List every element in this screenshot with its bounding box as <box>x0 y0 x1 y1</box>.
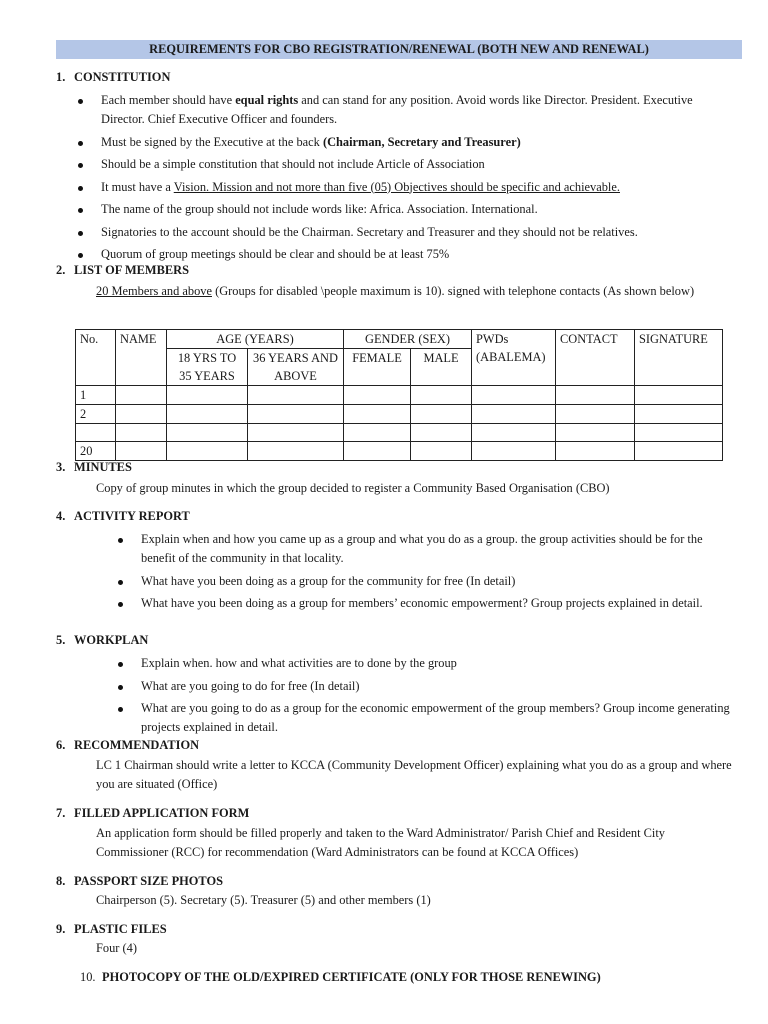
table-header-row <box>76 330 723 349</box>
list-item: What have you been doing as a group for the community for free (In detail) <box>116 572 738 591</box>
section-heading-members <box>56 261 189 280</box>
bullet-icon <box>78 231 83 236</box>
section-heading-activity-report <box>56 507 190 526</box>
table-row <box>76 405 723 424</box>
header-name: NAME <box>116 330 167 386</box>
members-table <box>75 329 723 461</box>
list-item: What are you going to do for free (In detail) <box>116 677 738 696</box>
application-form-text: An application form should be filled properly and taken to the Ward Administrator/ Parish Chief and Resident City Commissioner (RCC) for recommendation (Ward Administrators can be found at KCCA Offices) <box>96 826 665 859</box>
section-heading-workplan <box>56 631 148 650</box>
section-title: CONSTITUTION <box>74 70 171 84</box>
section-heading-plastic-files <box>56 920 167 939</box>
section-number: 2. <box>56 263 66 277</box>
bullet-icon <box>78 186 83 191</box>
list-item: Each member should have equal rights and can stand for any position. Avoid words like Director. President. Executive Director. Chief Executive Officer and founders. <box>76 91 738 129</box>
header-age-18-35: 18 YRS TO 35 YEARS <box>167 349 248 386</box>
header-female: FEMALE <box>344 349 411 386</box>
section-heading-recommendation <box>56 736 199 755</box>
section-title: PLASTIC FILES <box>74 922 167 936</box>
list-item: Should be a simple constitution that should not include Article of Association <box>76 155 738 174</box>
table-row <box>76 442 723 461</box>
header-pwds: PWDs (ABALEMA) <box>472 330 556 386</box>
recommendation-text: LC 1 Chairman should write a letter to KCCA (Community Development Officer) explaining what you do as a group and where you are situated (Office) <box>96 758 732 791</box>
workplan-bullet-list <box>116 654 738 741</box>
header-no: No. <box>76 330 116 386</box>
row-number: 20 <box>76 442 116 461</box>
section-number: 5. <box>56 633 66 647</box>
section-heading-application-form <box>56 804 249 823</box>
members-intro: 20 Members and above (Groups for disabled \people maximum is 10). signed with telephone contacts (As shown below) <box>96 284 695 298</box>
bullet-icon <box>78 141 83 146</box>
section-title: WORKPLAN <box>74 633 149 647</box>
row-number: 2 <box>76 405 116 424</box>
header-contact: CONTACT <box>556 330 635 386</box>
section-number: 4. <box>56 509 66 523</box>
list-item: The name of the group should not include words like: Africa. Association. International. <box>76 200 738 219</box>
bullet-icon <box>118 707 123 712</box>
section-title: PASSPORT SIZE PHOTOS <box>74 874 223 888</box>
header-gender: GENDER (SEX) <box>344 330 472 349</box>
section-title: ACTIVITY REPORT <box>74 509 190 523</box>
section-number: 8. <box>56 874 66 888</box>
section-title: PHOTOCOPY OF THE OLD/EXPIRED CERTIFICATE (ONLY FOR THOSE RENEWING) <box>102 970 601 984</box>
bullet-icon <box>78 163 83 168</box>
header-age-36-plus: 36 YEARS AND ABOVE <box>248 349 344 386</box>
table-row <box>76 424 723 442</box>
section-number: 3. <box>56 460 66 474</box>
section-heading-minutes <box>56 458 132 477</box>
header-signature: SIGNATURE <box>635 330 723 386</box>
bullet-icon <box>78 208 83 213</box>
plastic-files-text: Four (4) <box>96 941 137 955</box>
bullet-icon <box>118 580 123 585</box>
minutes-text: Copy of group minutes in which the group decided to register a Community Based Organisation (CBO) <box>96 481 610 495</box>
list-item: Must be signed by the Executive at the back (Chairman, Secretary and Treasurer) <box>76 133 738 152</box>
bold-text: equal rights <box>235 93 299 107</box>
row-number <box>76 424 116 442</box>
section-title: RECOMMENDATION <box>74 738 200 752</box>
section-number: 9. <box>56 922 66 936</box>
list-item: Signatories to the account should be the Chairman. Secretary and Treasurer and they should not be relatives. <box>76 223 738 242</box>
constitution-bullet-list <box>76 91 738 268</box>
section-title: FILLED APPLICATION FORM <box>74 806 250 820</box>
header-age: AGE (YEARS) <box>167 330 344 349</box>
section-number: 10. <box>80 970 96 984</box>
table-row <box>76 386 723 405</box>
section-heading-certificate-photocopy <box>80 968 601 987</box>
bullet-icon <box>118 685 123 690</box>
list-item: Explain when and how you came up as a group and what you do as a group. the group activities should be for the benefit of the community in that locality. <box>116 530 738 568</box>
section-number: 1. <box>56 70 66 84</box>
section-title: LIST OF MEMBERS <box>74 263 189 277</box>
bold-text: (Chairman, Secretary and Treasurer) <box>322 134 521 149</box>
document-title: REQUIREMENTS FOR CBO REGISTRATION/RENEWAL (BOTH NEW AND RENEWAL) <box>56 40 742 59</box>
bullet-icon <box>78 253 83 258</box>
row-number: 1 <box>76 386 116 405</box>
section-title: MINUTES <box>74 460 132 474</box>
bullet-icon <box>118 662 123 667</box>
section-heading-constitution <box>56 68 170 87</box>
bullet-icon <box>118 602 123 607</box>
activity-bullet-list <box>116 530 738 617</box>
section-number: 6. <box>56 738 66 752</box>
passport-photos-text: Chairperson (5). Secretary (5). Treasurer (5) and other members (1) <box>96 893 431 907</box>
list-item: Quorum of group meetings should be clear and should be at least 75% <box>76 245 738 264</box>
list-item: Explain when. how and what activities are to done by the group <box>116 654 738 673</box>
list-item: What are you going to do as a group for the economic empowerment of the group members? Group income generating projects explained in detail. <box>116 699 738 737</box>
list-item: It must have a Vision. Mission and not more than five (05) Objectives should be specific and achievable. <box>76 178 738 197</box>
underlined-text: 20 Members and above <box>96 284 212 298</box>
bullet-icon <box>118 538 123 543</box>
section-number: 7. <box>56 806 66 820</box>
section-heading-passport-photos <box>56 872 223 891</box>
underlined-text: Vision. Mission and not more than five (05) Objectives should be specific and achievable. <box>173 179 620 194</box>
header-male: MALE <box>411 349 472 386</box>
bullet-icon <box>78 99 83 104</box>
list-item: What have you been doing as a group for members’ economic empowerment? Group projects explained in detail. <box>116 594 738 613</box>
